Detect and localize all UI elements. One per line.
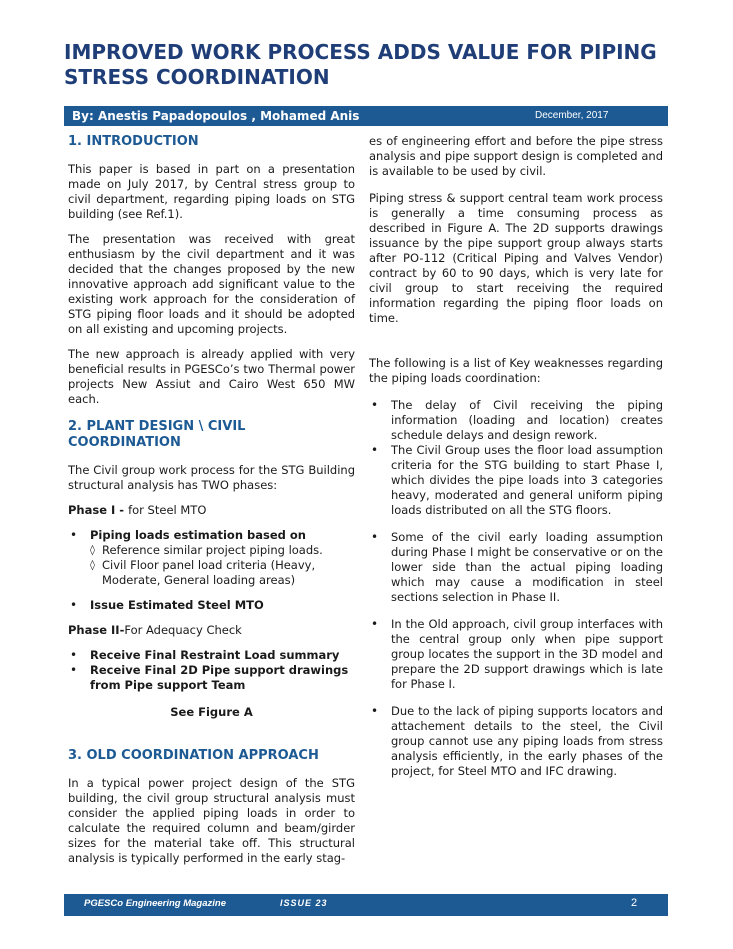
section-heading-introduction: 1. INTRODUCTION <box>68 134 199 149</box>
left-column <box>68 134 355 866</box>
phase-two-list <box>68 648 355 693</box>
list-item <box>68 663 355 693</box>
article-title: IMPROVED WORK PROCESS ADDS VALUE FOR PIPING STRESS COORDINATION <box>64 40 657 89</box>
weaknesses-list <box>369 398 663 779</box>
page-number: 2 <box>631 897 638 909</box>
phase-one-line <box>68 503 355 518</box>
phase-two-text: For Adequacy Check <box>124 623 242 637</box>
authors: By: Anestis Papadopoulos , Mohamed Anis <box>72 109 360 123</box>
phase-one-label: Phase I - <box>68 503 129 517</box>
section-heading-old-approach: 3. OLD COORDINATION APPROACH <box>68 748 319 763</box>
issue-number: ISSUE 23 <box>280 898 328 908</box>
publication-date: December, 2017 <box>535 110 609 121</box>
magazine-name: PGESCo Engineering Magazine <box>84 898 226 909</box>
byline-bar <box>64 106 668 126</box>
phase-two-line <box>68 623 355 638</box>
figure-reference: See Figure A <box>170 705 253 719</box>
paragraph: In a typical power project design of the STG building, the civil group structural analysis must consider the applied piping loads in order to calculate the required column and beam/girder sizes for the material take off. This structural analysis is typically performed in the early stag- <box>68 776 355 865</box>
list-item <box>68 528 355 588</box>
paragraph: This paper is based in part on a presentation made on July 2017, by Central stress group to civil department, regarding piping loads on STG building (see Ref.1). <box>68 162 355 221</box>
sub-list <box>90 543 355 588</box>
phase-two-label: Phase II- <box>68 623 125 637</box>
list-item-text: Receive Final Restraint Load summary <box>90 648 340 662</box>
paragraph: es of engineering effort and before the pipe stress analysis and pipe support design is completed and is available to be used by civil. <box>369 134 663 178</box>
list-item <box>68 648 355 663</box>
list-item: • In the Old approach, civil group interfaces with the central group only when pipe support group locates the support in the 3D model and prepare the 2D support drawings which is late for Phase I. <box>369 617 663 692</box>
list-item-text: Piping loads estimation based on <box>90 528 306 542</box>
phase-one-list <box>68 528 355 613</box>
list-item: • The Civil Group uses the floor load assumption criteria for the STG building to start Phase I, which divides the pipe loads into 3 categories heavy, moderated and general uniform piping loads distributed on all the STG floors. <box>369 443 663 518</box>
paragraph: The new approach is already applied with very beneficial results in PGESCo’s two Thermal power projects New Assiut and Cairo West 650 MW each. <box>68 347 355 406</box>
list-item <box>68 598 355 613</box>
list-item: • Some of the civil early loading assumption during Phase I might be conservative or on the lower side than the actual piping loading which may cause a modification in steel sections selection in Phase II. <box>369 530 663 605</box>
right-column <box>369 134 663 779</box>
paragraph: Piping stress & support central team work process is generally a time consuming process as described in Figure A. The 2D supports drawings issuance by the pipe support group always starts after PO-112 (Critical Piping and Valves Vendor) contract by 60 to 90 days, which is very late for civil group to start receiving the required information regarding the piping floor loads on time. <box>369 191 663 325</box>
paragraph: The presentation was received with great enthusiasm by the civil department and it was decided that the changes proposed by the new innovative approach add significant value to the existing work approach for the consideration of STG piping floor loads and it should be adopted on all existing and upcoming projects. <box>68 232 355 336</box>
section-heading-plant-design: 2. PLANT DESIGN \ CIVIL COORDINATION <box>68 419 246 450</box>
sub-list-item: ◊ Reference similar project piping loads. <box>90 543 355 558</box>
phase-one-text: for Steel MTO <box>128 503 207 517</box>
footer-bar <box>64 894 668 916</box>
sub-list-item: ◊ Civil Floor panel load criteria (Heavy, Moderate, General loading areas) <box>90 558 355 588</box>
paragraph: The Civil group work process for the STG Building structural analysis has TWO phases: <box>68 463 355 492</box>
list-item-text: Issue Estimated Steel MTO <box>90 598 264 612</box>
list-item-text: Receive Final 2D Pipe support drawings from Pipe support Team <box>90 663 349 692</box>
list-item: • Due to the lack of piping supports locators and attachement details to the steel, the Civil group cannot use any piping loads from stress analysis efficiently, in the early phases of the project, for Steel MTO and IFC drawing. <box>369 704 663 779</box>
list-item: • The delay of Civil receiving the piping information (loading and location) creates schedule delays and design rework. <box>369 398 663 443</box>
paragraph: The following is a list of Key weaknesses regarding the piping loads coordination: <box>369 356 663 385</box>
